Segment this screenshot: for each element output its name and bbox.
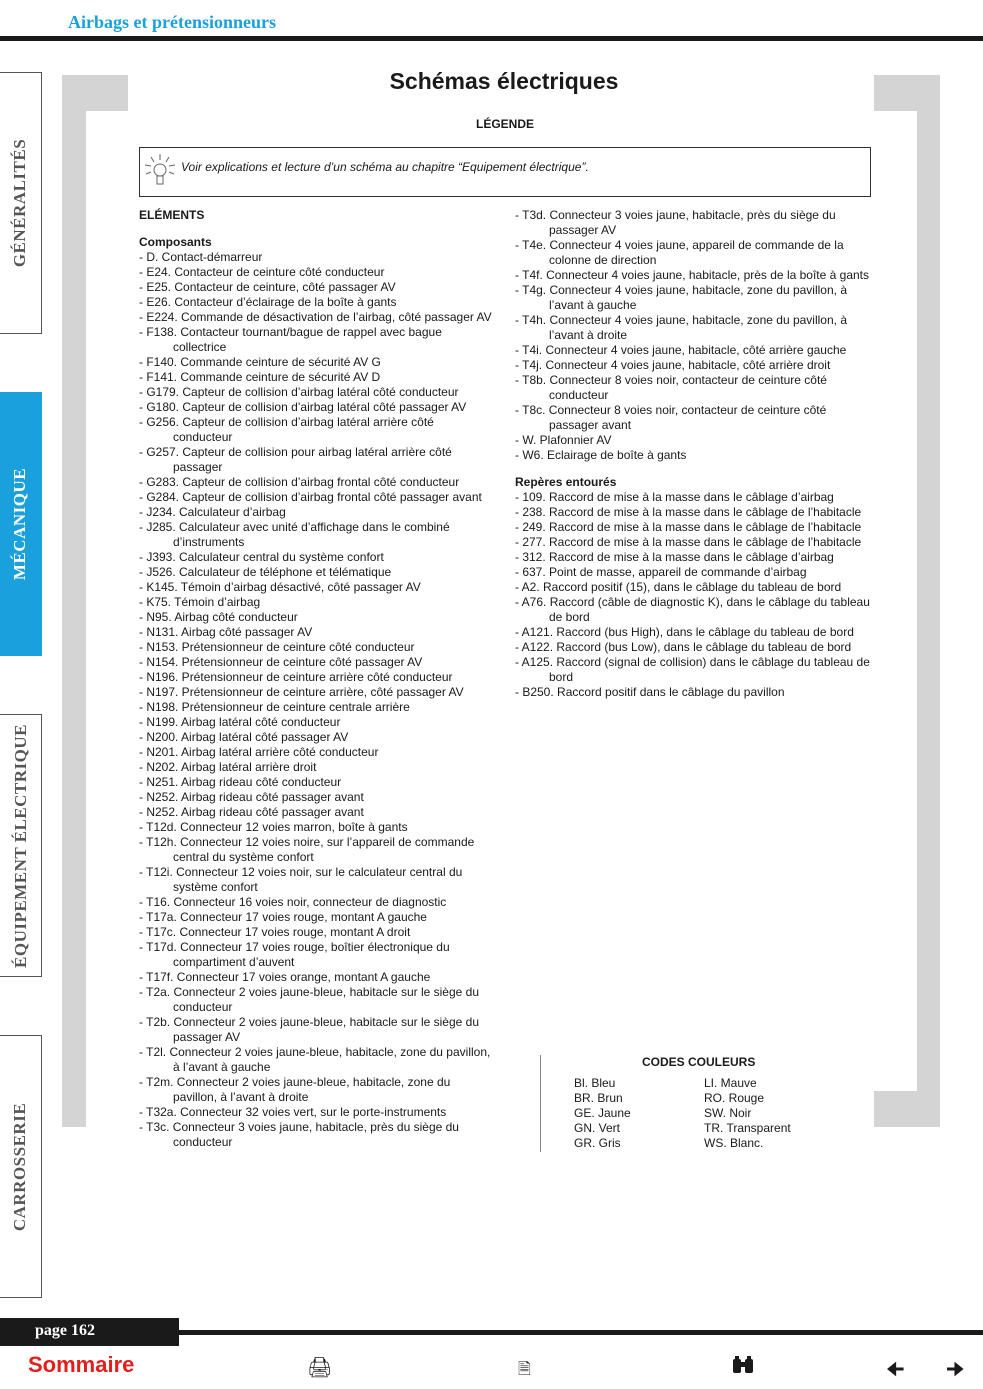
arrow-left-icon[interactable]: 🠈 [886,1359,905,1381]
composant-line: - F141. Commande ceinture de sécurité AV D [139,370,381,384]
composant-line: - N154. Prétensionneur de ceinture côté passager AV [139,655,423,669]
composant-line: - N198. Prétensionneur de ceinture centrale arrière [139,700,410,714]
composant-line: - E24. Contacteur de ceinture côté conducteur [139,265,385,279]
elements-column-right [515,208,875,700]
composant-line: - T4g. Connecteur 4 voies jaune, habitacle, zone du pavillon, à [515,283,847,297]
repere-line: - 277. Raccord de mise à la masse dans le câblage de l’habitacle [515,535,862,549]
colors-heading: CODES COULEURS [642,1055,756,1069]
tab-equipement-label: ÉQUIPEMENT ÉLECTRIQUE [10,723,30,968]
composant-line: - G256. Capteur de collision d’airbag latéral arrière côté [139,415,434,429]
color-code: Bl. Bleu [574,1076,616,1090]
composant-line: l’avant à gauche [549,298,637,312]
colors-list-right [704,1076,791,1151]
repere-line: - 249. Raccord de mise à la masse dans le câblage de l’habitacle [515,520,862,534]
repere-line: - A125. Raccord (signal de collision) dans le câblage du tableau de [515,655,870,669]
header-title: Airbags et prétensionneurs [68,12,276,32]
composant-line: - T2a. Connecteur 2 voies jaune-bleue, habitacle sur le siège du [139,985,479,999]
composant-line: - T2b. Connecteur 2 voies jaune-bleue, habitacle sur le siège du [139,1015,479,1029]
legend-heading: LÉGENDE [475,117,534,131]
color-code: RO. Rouge [704,1091,765,1105]
composant-line: à l’avant à gauche [173,1060,271,1074]
repere-line: - A2. Raccord positif (15), dans le câblage du tableau de bord [515,580,842,594]
colors-list-left [574,1076,631,1151]
composant-line: - J234. Calculateur d’airbag [139,505,286,519]
repere-line: bord [549,670,574,684]
composant-line: - N196. Prétensionneur de ceinture arrière côté conducteur [139,670,453,684]
zoom-page-icon[interactable]: 🗎 [518,1361,531,1378]
composant-line: - T17d. Connecteur 17 voies rouge, boîtier électronique du [139,940,450,954]
frame-right-bar [917,75,940,1127]
repere-line: - A76. Raccord (câble de diagnostic K), dans le câblage du tableau [515,595,870,609]
composant-line: - T2m. Connecteur 2 voies jaune-bleue, habitacle, zone du [139,1075,451,1089]
color-code: TR. Transparent [704,1121,791,1135]
composant-line: - T8c. Connecteur 8 voies noir, contacteur de ceinture côté [515,403,827,417]
color-code: WS. Blanc. [704,1136,764,1150]
color-code: LI. Mauve [704,1076,757,1090]
composant-line: - T4h. Connecteur 4 voies jaune, habitacle, zone du pavillon, à [515,313,847,327]
composant-line: - G283. Capteur de collision d’airbag frontal côté conducteur [139,475,460,489]
composant-line: - F140. Commande ceinture de sécurité AV G [139,355,381,369]
composant-line: - W6. Eclairage de boîte à gants [515,448,687,462]
composant-line: - N201. Airbag latéral arrière côté conducteur [139,745,379,759]
composant-line: passager [173,460,223,474]
composant-line: - J526. Calculateur de téléphone et télématique [139,565,392,579]
composant-line: - N251. Airbag rideau côté conducteur [139,775,342,789]
composant-line: - T12d. Connecteur 12 voies marron, boîte à gants [139,820,408,834]
composant-line: - W. Plafonnier AV [515,433,612,447]
composant-line: pavillon, à l’avant à droite [173,1090,309,1104]
composant-line: passager AV [173,1030,241,1044]
composant-line: conducteur [549,388,609,402]
page-title: Schémas électriques [389,68,619,94]
composant-line: - N199. Airbag latéral côté conducteur [139,715,341,729]
color-code: GN. Vert [574,1121,621,1135]
note-text: Voir explications et lecture d’un schéma au chapitre “Equipement électrique”. [181,160,589,174]
composant-line: - K75. Témoin d’airbag [139,595,261,609]
composant-line: - K145. Témoin d’airbag désactivé, côté passager AV [139,580,421,594]
composant-line: - N131. Airbag côté passager AV [139,625,313,639]
composant-line: - N200. Airbag latéral côté passager AV [139,730,349,744]
repere-line: - 312. Raccord de mise à la masse dans le câblage d’airbag [515,550,834,564]
composant-line: d’instruments [173,535,245,549]
composant-line: - T16. Connecteur 16 voies noir, connecteur de diagnostic [139,895,447,909]
tab-mecanique-label: MÉCANIQUE [10,467,30,581]
composant-line: - T17c. Connecteur 17 voies rouge, montant A droit [139,925,411,939]
composant-line: - T17a. Connecteur 17 voies rouge, montant A gauche [139,910,427,924]
reperes-heading: Repères entourés [515,475,617,489]
composant-line: conducteur [173,1135,233,1149]
composant-line: - G180. Capteur de collision d’airbag latéral côté passager AV [139,400,467,414]
composant-line: - E224. Commande de désactivation de l’airbag, côté passager AV [139,310,492,324]
composant-line: passager avant [549,418,632,432]
repere-line: - A122. Raccord (bus Low), dans le câblage du tableau de bord [515,640,852,654]
header-rule [0,36,983,41]
composant-line: - F138. Contacteur tournant/bague de rappel avec bague [139,325,442,339]
elements-column-left [139,208,499,1150]
repere-line: - 637. Point de masse, appareil de commande d’airbag [515,565,807,579]
tab-equipement-electrique[interactable] [0,714,42,977]
composant-line: - D. Contact-démarreur [139,250,263,264]
arrow-right-icon[interactable]: 🠊 [946,1359,965,1381]
printer-icon[interactable]: 🖨 [307,1357,333,1379]
composant-line: conducteur [173,430,233,444]
composant-line: - T3d. Connecteur 3 voies jaune, habitacle, près du siège du [515,208,836,222]
composant-line: - E25. Contacteur de ceinture, côté passager AV [139,280,396,294]
lightbulb-icon [143,152,177,192]
composant-line: - N252. Airbag rideau côté passager avant [139,790,364,804]
color-code: GE. Jaune [574,1106,631,1120]
composants-heading: Composants [139,235,212,249]
repere-line: de bord [549,610,590,624]
repere-line: - B250. Raccord positif dans le câblage du pavillon [515,685,785,699]
binoculars-icon[interactable] [731,1355,755,1380]
frame-left-bar [62,75,86,1127]
composant-line: - N95. Airbag côté conducteur [139,610,298,624]
composant-line: central du système confort [173,850,314,864]
composant-line: - T17f. Connecteur 17 voies orange, montant A gauche [139,970,431,984]
repere-line: - 109. Raccord de mise à la masse dans le câblage d’airbag [515,490,834,504]
composant-line: collectrice [173,340,227,354]
composant-line: - T32a. Connecteur 32 voies vert, sur le porte-instruments [139,1105,447,1119]
tab-carrosserie-label: CARROSSERIE [10,1102,30,1231]
composant-line: - T12i. Connecteur 12 voies noir, sur le calculateur central du [139,865,463,879]
composant-line: conducteur [173,1000,233,1014]
composant-line: - N202. Airbag latéral arrière droit [139,760,317,774]
tab-generalites[interactable] [0,72,42,334]
composant-line: - T12h. Connecteur 12 voies noire, sur l’appareil de commande [139,835,475,849]
composant-line: - T2l. Connecteur 2 voies jaune-bleue, habitacle, zone du pavillon, [139,1045,491,1059]
composant-line: - G257. Capteur de collision pour airbag latéral arrière côté [139,445,452,459]
frame-corner-br [874,1091,940,1127]
composant-line: - J285. Calculateur avec unité d’affichage dans le combiné [139,520,450,534]
composant-line: - N197. Prétensionneur de ceinture arrière, côté passager AV [139,685,464,699]
composant-line: - T3c. Connecteur 3 voies jaune, habitacle, près du siège du [139,1120,459,1134]
composant-line: - N153. Prétensionneur de ceinture côté conducteur [139,640,415,654]
composant-line: - T4e. Connecteur 4 voies jaune, appareil de commande de la [515,238,844,252]
color-code: SW. Noir [704,1106,752,1120]
colors-divider [540,1055,541,1152]
composant-line: - T4f. Connecteur 4 voies jaune, habitacle, près de la boîte à gants [515,268,869,282]
composant-line: - E26. Contacteur d’éclairage de la boîte à gants [139,295,397,309]
color-code: GR. Gris [574,1136,621,1150]
composant-line: compartiment d’auvent [173,955,295,969]
composant-line: - J393. Calculateur central du système confort [139,550,384,564]
composant-line: - N252. Airbag rideau côté passager avant [139,805,364,819]
composant-line: passager AV [549,223,617,237]
tab-mecanique[interactable] [0,392,42,656]
page-number: page 162 [0,1318,179,1346]
composant-line: système confort [173,880,258,894]
composant-line: - T4i. Connecteur 4 voies jaune, habitacle, côté arrière gauche [515,343,847,357]
sommaire-link[interactable]: Sommaire [28,1352,135,1377]
composant-line: l’avant à droite [549,328,628,342]
composant-line: - T4j. Connecteur 4 voies jaune, habitacle, côté arrière droit [515,358,831,372]
repere-line: - A121. Raccord (bus High), dans le câblage du tableau de bord [515,625,854,639]
tab-generalites-label: GÉNÉRALITÉS [10,138,30,268]
composant-line: - G179. Capteur de collision d’airbag latéral côté conducteur [139,385,459,399]
composant-line: - G284. Capteur de collision d’airbag frontal côté passager avant [139,490,482,504]
elements-heading: ELÉMENTS [139,208,205,222]
tab-carrosserie[interactable] [0,1035,42,1298]
repere-line: - 238. Raccord de mise à la masse dans le câblage de l’habitacle [515,505,862,519]
composant-line: colonne de direction [549,253,657,267]
composant-line: - T8b. Connecteur 8 voies noir, contacteur de ceinture côté [515,373,827,387]
color-code: BR. Brun [574,1091,623,1105]
